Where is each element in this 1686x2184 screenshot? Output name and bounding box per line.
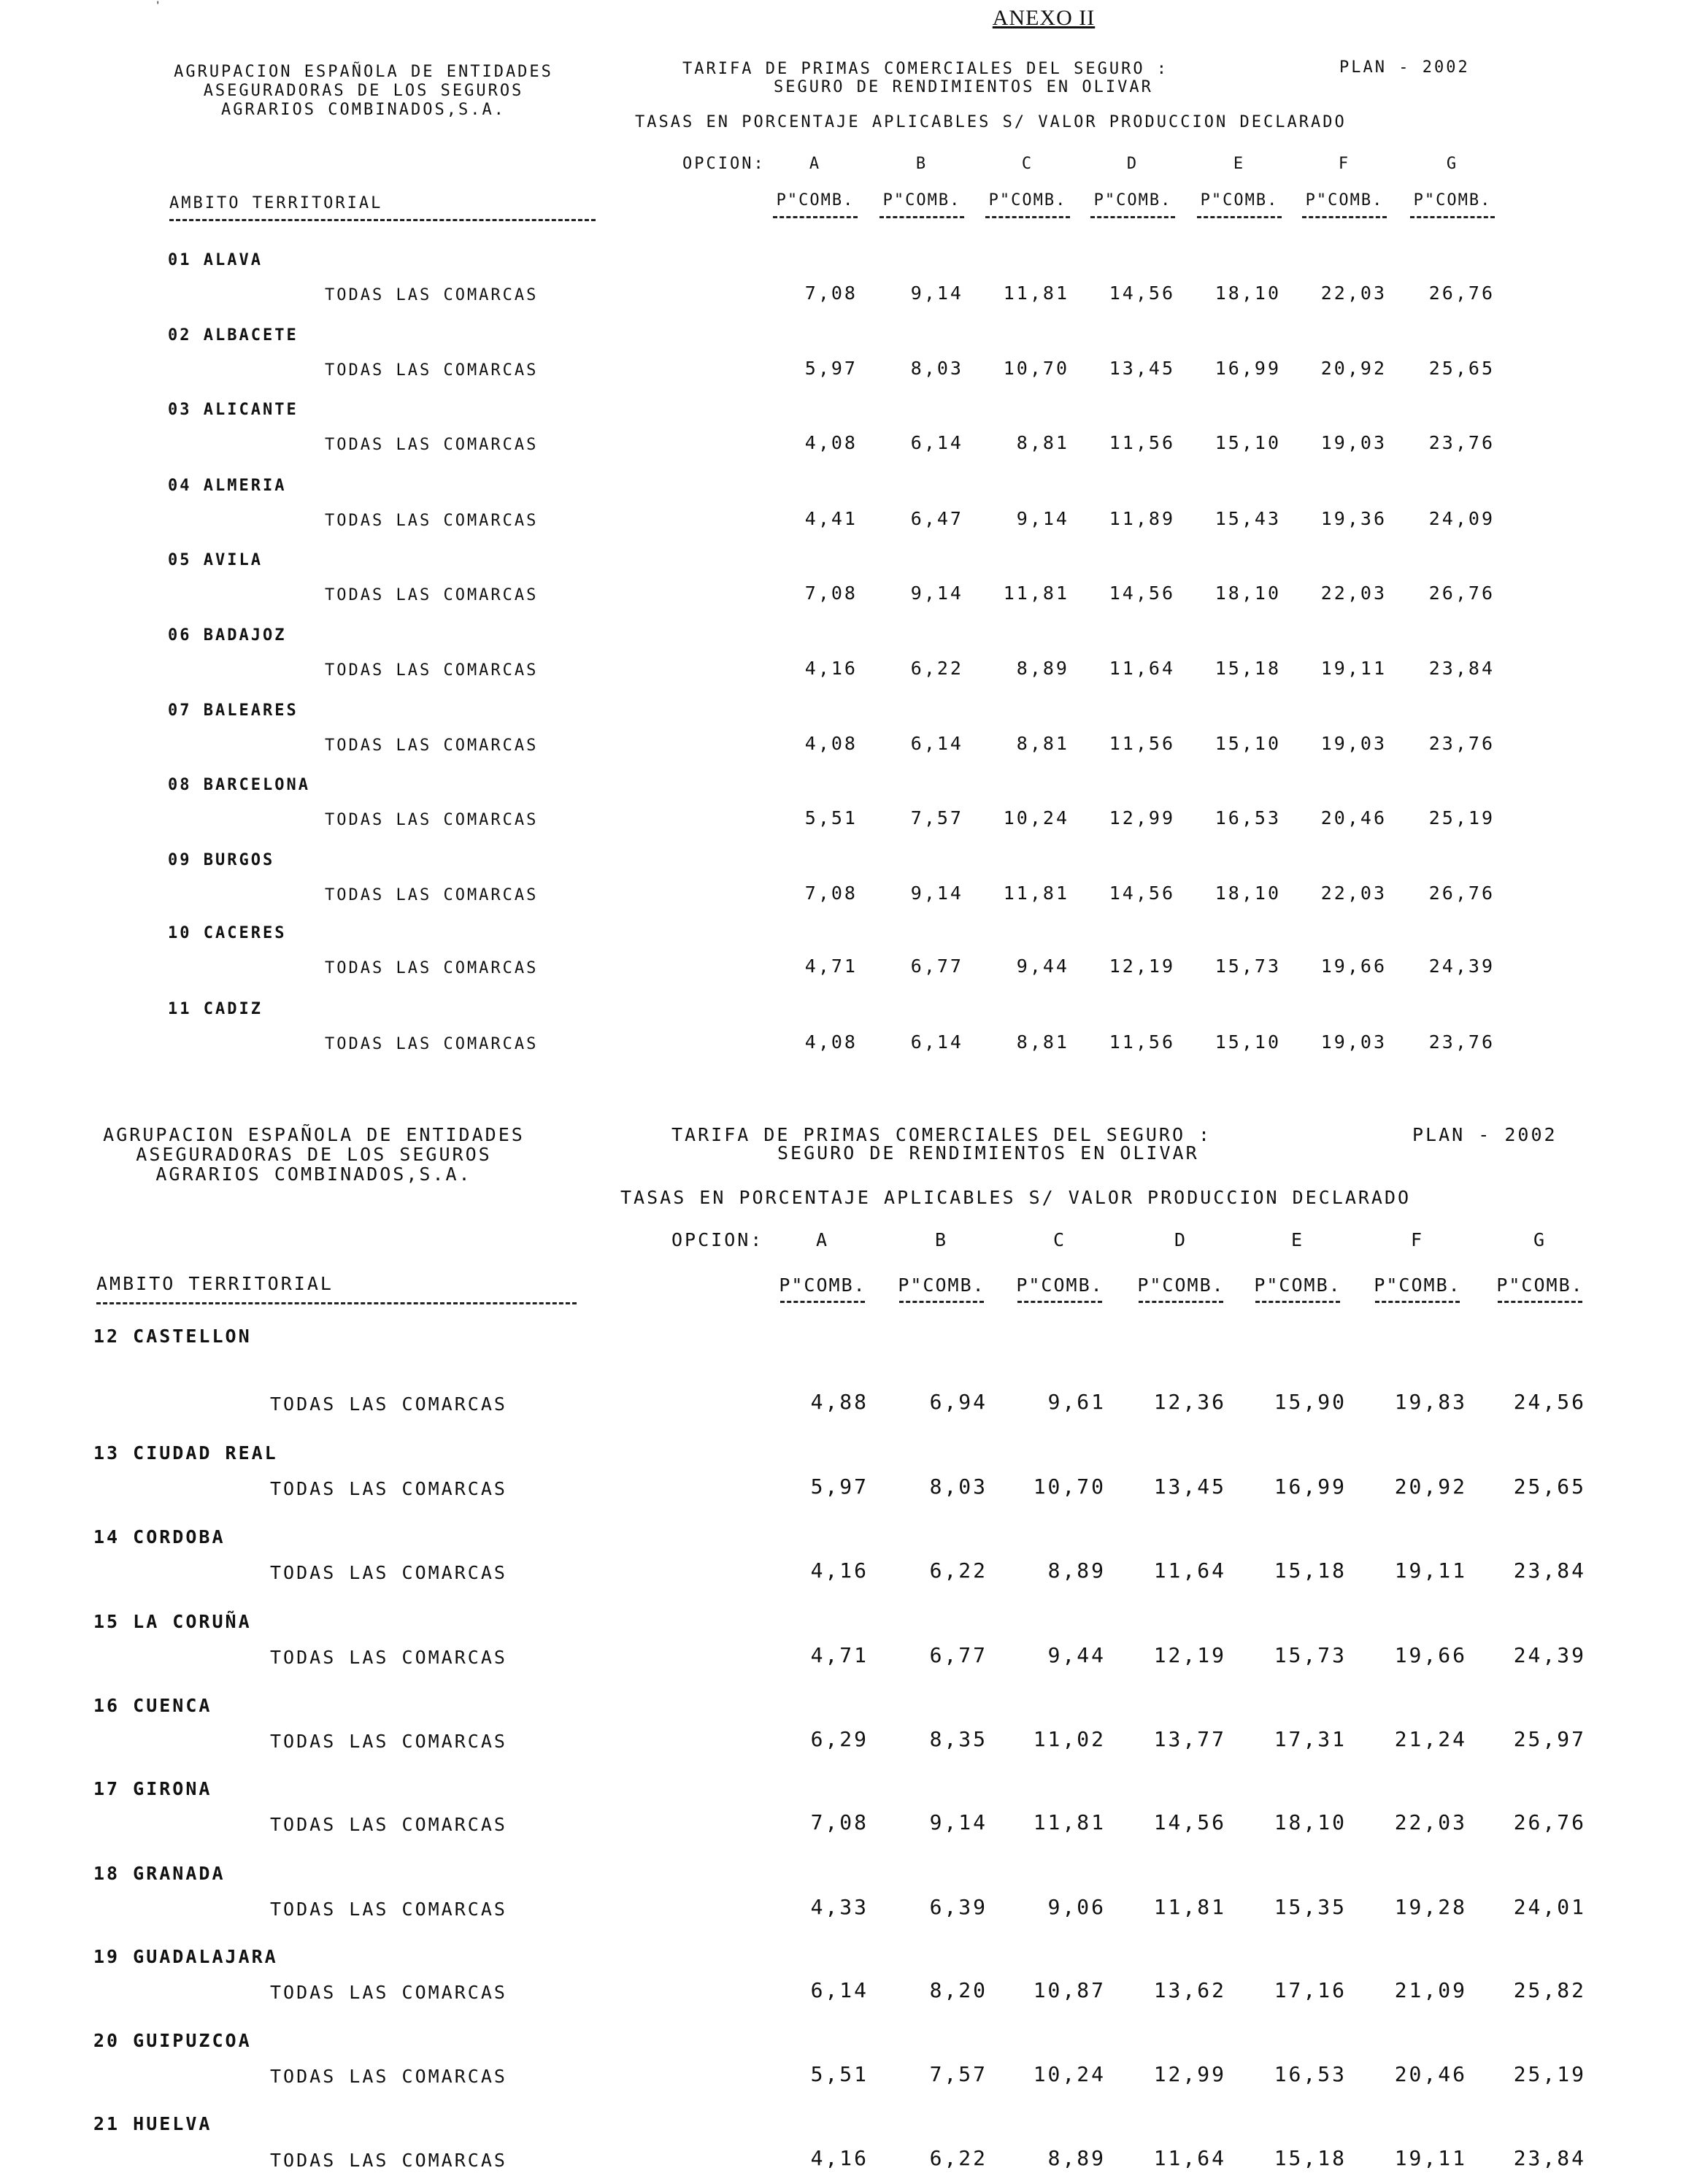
rate-value: 22,03	[1394, 1810, 1467, 1834]
rate-value: 9,61	[1047, 1390, 1106, 1414]
rate-value: 15,18	[1274, 2146, 1347, 2170]
column-header-underline	[1410, 216, 1495, 218]
option-f: F	[1410, 1229, 1425, 1250]
column-header-d: P"COMB.	[1093, 191, 1172, 209]
rate-value: 15,90	[1274, 1390, 1347, 1414]
rate-value: 9,44	[1047, 1643, 1106, 1667]
province-name: 08 BARCELONA	[168, 776, 310, 794]
rate-value: 22,03	[1320, 883, 1387, 904]
comarca-label: TODAS LAS COMARCAS	[325, 286, 539, 304]
column-header-e: P"COMB.	[1200, 191, 1279, 209]
rate-value: 6,29	[810, 1727, 869, 1751]
rate-value: 24,01	[1513, 1895, 1586, 1919]
rate-value: 11,81	[1003, 883, 1069, 904]
rate-value: 11,81	[1033, 1810, 1106, 1834]
rate-value: 12,99	[1153, 2062, 1226, 2086]
column-header-g: P"COMB.	[1413, 191, 1492, 209]
rate-value: 26,76	[1428, 883, 1495, 904]
rate-value: 24,09	[1428, 508, 1495, 529]
rate-value: 15,10	[1215, 733, 1281, 754]
rate-value: 6,22	[910, 658, 963, 679]
rate-value: 12,19	[1109, 956, 1175, 977]
rate-value: 23,76	[1428, 432, 1495, 453]
rate-value: 16,99	[1274, 1474, 1347, 1499]
org-name-line: AGRARIOS COMBINADOS,S.A.	[155, 1164, 472, 1185]
option-d: D	[1174, 1229, 1188, 1250]
comarca-label: TODAS LAS COMARCAS	[270, 1731, 507, 1752]
rate-value: 16,53	[1274, 2062, 1347, 2086]
rate-value: 23,84	[1513, 1558, 1586, 1583]
tariff-title: TARIFA DE PRIMAS COMERCIALES DEL SEGURO :	[671, 1124, 1212, 1145]
rate-value: 4,08	[804, 1031, 858, 1053]
rate-value: 22,03	[1320, 282, 1387, 304]
province-name: 06 BADAJOZ	[168, 626, 287, 645]
rate-value: 4,88	[810, 1390, 869, 1414]
rate-value: 12,99	[1109, 807, 1175, 828]
column-header-underline	[773, 216, 858, 218]
column-header-f: P"COMB.	[1374, 1274, 1461, 1296]
rate-value: 8,03	[929, 1474, 988, 1499]
rate-value: 12,19	[1153, 1643, 1226, 1667]
rate-value: 8,81	[1016, 432, 1069, 453]
rate-value: 13,62	[1153, 1978, 1226, 2002]
option-b: B	[915, 155, 928, 173]
rate-value: 11,89	[1109, 508, 1175, 529]
option-g: G	[1446, 155, 1459, 173]
comarca-label: TODAS LAS COMARCAS	[270, 1899, 507, 1920]
column-header-f: P"COMB.	[1305, 191, 1384, 209]
comarca-label: TODAS LAS COMARCAS	[270, 1647, 507, 1668]
rate-value: 10,70	[1033, 1474, 1106, 1499]
column-header-g: P"COMB.	[1496, 1274, 1584, 1296]
rate-value: 23,84	[1513, 2146, 1586, 2170]
rate-value: 16,53	[1215, 807, 1281, 828]
option-label: OPCION:	[671, 1229, 764, 1250]
rate-value: 11,64	[1153, 2146, 1226, 2170]
comarca-label: TODAS LAS COMARCAS	[325, 512, 539, 530]
rate-value: 19,11	[1320, 658, 1387, 679]
rate-value: 21,24	[1394, 1727, 1467, 1751]
org-name-line: ASEGURADORAS DE LOS SEGUROS	[203, 82, 524, 100]
option-e: E	[1233, 155, 1246, 173]
column-header-underline	[1090, 216, 1175, 218]
comarca-label: TODAS LAS COMARCAS	[325, 361, 539, 380]
rate-value: 7,08	[810, 1810, 869, 1834]
comarca-label: TODAS LAS COMARCAS	[325, 661, 539, 680]
rate-value: 9,14	[1016, 508, 1069, 529]
rate-value: 7,08	[804, 582, 858, 604]
rate-value: 4,33	[810, 1895, 869, 1919]
province-name: 10 CACERES	[168, 924, 287, 942]
province-name: 14 CORDOBA	[93, 1526, 226, 1547]
rate-value: 19,03	[1320, 733, 1387, 754]
column-header-underline	[899, 1301, 984, 1303]
rate-value: 25,65	[1428, 358, 1495, 379]
rate-value: 26,76	[1513, 1810, 1586, 1834]
rate-value: 5,51	[810, 2062, 869, 2086]
province-name: 04 ALMERIA	[168, 477, 287, 495]
rate-value: 18,10	[1215, 282, 1281, 304]
rate-value: 6,47	[910, 508, 963, 529]
rate-value: 11,56	[1109, 733, 1175, 754]
option-c: C	[1052, 1229, 1067, 1250]
rate-value: 14,56	[1109, 883, 1175, 904]
territorial-scope-label: AMBITO TERRITORIAL	[96, 1273, 334, 1294]
province-name: 05 AVILA	[168, 551, 263, 569]
column-header-underline	[1139, 1301, 1223, 1303]
column-header-c: P"COMB.	[988, 191, 1067, 209]
rate-value: 9,06	[1047, 1895, 1106, 1919]
annex-title: ANEXO II	[992, 6, 1096, 30]
rate-value: 11,64	[1153, 1558, 1226, 1583]
rate-value: 10,70	[1003, 358, 1069, 379]
option-c: C	[1021, 155, 1034, 173]
province-name: 09 BURGOS	[168, 851, 275, 869]
option-a: A	[815, 1229, 830, 1250]
insurance-title: SEGURO DE RENDIMIENTOS EN OLIVAR	[774, 78, 1153, 96]
rate-value: 14,56	[1153, 1810, 1226, 1834]
province-name: 21 HUELVA	[93, 2113, 212, 2134]
column-header-a: P"COMB.	[779, 1274, 866, 1296]
rate-value: 19,03	[1320, 432, 1387, 453]
rate-value: 18,10	[1215, 582, 1281, 604]
org-name-line: AGRUPACION ESPAÑOLA DE ENTIDADES	[174, 63, 553, 81]
rate-value: 6,77	[910, 956, 963, 977]
rate-value: 6,77	[929, 1643, 988, 1667]
province-name: 17 GIRONA	[93, 1778, 212, 1799]
plan-label: PLAN - 2002	[1412, 1124, 1558, 1145]
rate-value: 4,41	[804, 508, 858, 529]
option-g: G	[1533, 1229, 1547, 1250]
rate-value: 8,89	[1047, 2146, 1106, 2170]
rate-value: 6,14	[810, 1978, 869, 2002]
rate-value: 19,03	[1320, 1031, 1387, 1053]
rate-value: 11,56	[1109, 432, 1175, 453]
column-header-underline	[1017, 1301, 1102, 1303]
option-e: E	[1290, 1229, 1305, 1250]
province-name: 11 CADIZ	[168, 1000, 263, 1018]
column-header-underline	[1375, 1301, 1460, 1303]
rate-value: 4,71	[804, 956, 858, 977]
rate-value: 15,10	[1215, 1031, 1281, 1053]
rate-value: 10,24	[1033, 2062, 1106, 2086]
province-name: 15 LA CORUÑA	[93, 1611, 252, 1632]
comarca-label: TODAS LAS COMARCAS	[270, 1814, 507, 1835]
rate-value: 19,66	[1320, 956, 1387, 977]
column-header-b: P"COMB.	[882, 191, 961, 209]
rate-value: 22,03	[1320, 582, 1387, 604]
column-header-underline	[1302, 216, 1387, 218]
territorial-scope-underline	[169, 219, 596, 221]
comarca-label: TODAS LAS COMARCAS	[325, 737, 539, 755]
org-name-line: AGRUPACION ESPAÑOLA DE ENTIDADES	[103, 1124, 525, 1145]
rate-value: 6,22	[929, 1558, 988, 1583]
rate-value: 19,28	[1394, 1895, 1467, 1919]
rate-value: 23,76	[1428, 1031, 1495, 1053]
province-name: 01 ALAVA	[168, 251, 263, 269]
rate-value: 24,39	[1428, 956, 1495, 977]
rate-value: 4,08	[804, 733, 858, 754]
rate-value: 9,44	[1016, 956, 1069, 977]
rate-value: 8,89	[1016, 658, 1069, 679]
province-name: 07 BALEARES	[168, 701, 299, 720]
rate-value: 21,09	[1394, 1978, 1467, 2002]
province-name: 19 GUADALAJARA	[93, 1946, 278, 1967]
org-name-line: ASEGURADORAS DE LOS SEGUROS	[136, 1144, 492, 1165]
rate-value: 15,10	[1215, 432, 1281, 453]
rate-value: 9,14	[910, 582, 963, 604]
rate-value: 9,14	[929, 1810, 988, 1834]
option-a: A	[809, 155, 822, 173]
rate-value: 13,45	[1109, 358, 1175, 379]
rate-value: 19,83	[1394, 1390, 1467, 1414]
province-name: 20 GUIPUZCOA	[93, 2030, 252, 2051]
rate-value: 15,35	[1274, 1895, 1347, 1919]
rate-value: 5,51	[804, 807, 858, 828]
rate-value: 6,14	[910, 733, 963, 754]
rate-value: 14,56	[1109, 582, 1175, 604]
rate-value: 4,16	[804, 658, 858, 679]
territorial-scope-underline	[96, 1302, 577, 1304]
rate-value: 20,92	[1394, 1474, 1467, 1499]
rate-value: 15,18	[1274, 1558, 1347, 1583]
rate-value: 8,03	[910, 358, 963, 379]
column-header-underline	[780, 1301, 865, 1303]
column-header-underline	[879, 216, 964, 218]
rate-value: 20,46	[1320, 807, 1387, 828]
rate-value: 20,46	[1394, 2062, 1467, 2086]
rate-value: 13,45	[1153, 1474, 1226, 1499]
rate-value: 11,81	[1003, 282, 1069, 304]
plan-label: PLAN - 2002	[1339, 58, 1470, 77]
province-name: 16 CUENCA	[93, 1695, 212, 1716]
rate-value: 23,76	[1428, 733, 1495, 754]
rate-value: 19,11	[1394, 2146, 1467, 2170]
comarca-label: TODAS LAS COMARCAS	[325, 959, 539, 977]
rate-value: 4,08	[804, 432, 858, 453]
rate-value: 9,14	[910, 282, 963, 304]
column-header-c: P"COMB.	[1016, 1274, 1104, 1296]
comarca-label: TODAS LAS COMARCAS	[270, 1478, 507, 1499]
rate-value: 8,89	[1047, 1558, 1106, 1583]
rate-value: 4,16	[810, 2146, 869, 2170]
rate-value: 25,19	[1513, 2062, 1586, 2086]
rate-value: 6,22	[929, 2146, 988, 2170]
rate-value: 16,99	[1215, 358, 1281, 379]
tariff-title: TARIFA DE PRIMAS COMERCIALES DEL SEGURO :	[682, 60, 1169, 78]
rate-value: 24,56	[1513, 1390, 1586, 1414]
rate-value: 26,76	[1428, 282, 1495, 304]
rate-value: 6,94	[929, 1390, 988, 1414]
province-name: 13 CIUDAD REAL	[93, 1442, 278, 1464]
option-f: F	[1338, 155, 1351, 173]
rate-value: 15,18	[1215, 658, 1281, 679]
territorial-scope-label: AMBITO TERRITORIAL	[169, 194, 383, 212]
rate-value: 4,71	[810, 1643, 869, 1667]
rate-value: 11,81	[1003, 582, 1069, 604]
rate-value: 13,77	[1153, 1727, 1226, 1751]
comarca-label: TODAS LAS COMARCAS	[270, 2150, 507, 2171]
province-name: 03 ALICANTE	[168, 401, 299, 419]
rate-value: 6,14	[910, 1031, 963, 1053]
rate-value: 17,16	[1274, 1978, 1347, 2002]
option-b: B	[934, 1229, 949, 1250]
comarca-label: TODAS LAS COMARCAS	[325, 1035, 539, 1053]
rate-value: 15,73	[1215, 956, 1281, 977]
scan-mark: '	[155, 0, 161, 12]
rate-value: 25,65	[1513, 1474, 1586, 1499]
rate-value: 25,97	[1513, 1727, 1586, 1751]
column-header-b: P"COMB.	[898, 1274, 985, 1296]
rate-value: 14,56	[1109, 282, 1175, 304]
rate-value: 24,39	[1513, 1643, 1586, 1667]
comarca-label: TODAS LAS COMARCAS	[325, 586, 539, 604]
rate-value: 19,11	[1394, 1558, 1467, 1583]
org-name-line: AGRARIOS COMBINADOS,S.A.	[221, 101, 506, 119]
rate-value: 8,81	[1016, 1031, 1069, 1053]
comarca-label: TODAS LAS COMARCAS	[270, 1562, 507, 1583]
rate-value: 5,97	[804, 358, 858, 379]
comarca-label: TODAS LAS COMARCAS	[270, 1982, 507, 2003]
province-name: 02 ALBACETE	[168, 326, 299, 345]
rate-value: 8,81	[1016, 733, 1069, 754]
comarca-label: TODAS LAS COMARCAS	[270, 1393, 507, 1415]
rate-value: 9,14	[910, 883, 963, 904]
rate-value: 7,08	[804, 282, 858, 304]
rate-value: 25,82	[1513, 1978, 1586, 2002]
rate-value: 7,57	[929, 2062, 988, 2086]
rate-value: 17,31	[1274, 1727, 1347, 1751]
column-header-underline	[1197, 216, 1282, 218]
comarca-label: TODAS LAS COMARCAS	[325, 886, 539, 904]
rate-value: 10,87	[1033, 1978, 1106, 2002]
rate-value: 18,10	[1274, 1810, 1347, 1834]
rate-value: 19,66	[1394, 1643, 1467, 1667]
rate-value: 4,16	[810, 1558, 869, 1583]
column-header-d: P"COMB.	[1137, 1274, 1225, 1296]
rate-value: 11,02	[1033, 1727, 1106, 1751]
rate-value: 11,64	[1109, 658, 1175, 679]
rate-value: 6,14	[910, 432, 963, 453]
column-header-underline	[1498, 1301, 1582, 1303]
rate-value: 25,19	[1428, 807, 1495, 828]
column-header-underline	[985, 216, 1070, 218]
rates-description: TASAS EN PORCENTAJE APLICABLES S/ VALOR PRODUCCION DECLARADO	[635, 113, 1347, 131]
rate-value: 8,35	[929, 1727, 988, 1751]
rate-value: 7,57	[910, 807, 963, 828]
column-header-e: P"COMB.	[1254, 1274, 1342, 1296]
rate-value: 20,92	[1320, 358, 1387, 379]
rate-value: 6,39	[929, 1895, 988, 1919]
rate-value: 18,10	[1215, 883, 1281, 904]
option-d: D	[1126, 155, 1139, 173]
province-name: 18 GRANADA	[93, 1863, 226, 1884]
comarca-label: TODAS LAS COMARCAS	[325, 436, 539, 454]
insurance-title: SEGURO DE RENDIMIENTOS EN OLIVAR	[777, 1142, 1199, 1164]
rate-value: 15,43	[1215, 508, 1281, 529]
comarca-label: TODAS LAS COMARCAS	[270, 2066, 507, 2087]
column-header-a: P"COMB.	[776, 191, 855, 209]
rate-value: 26,76	[1428, 582, 1495, 604]
rate-value: 15,73	[1274, 1643, 1347, 1667]
rate-value: 8,20	[929, 1978, 988, 2002]
rate-value: 7,08	[804, 883, 858, 904]
rate-value: 23,84	[1428, 658, 1495, 679]
province-name: 12 CASTELLON	[93, 1326, 252, 1347]
rates-description: TASAS EN PORCENTAJE APLICABLES S/ VALOR PRODUCCION DECLARADO	[620, 1187, 1412, 1208]
rate-value: 10,24	[1003, 807, 1069, 828]
rate-value: 12,36	[1153, 1390, 1226, 1414]
rate-value: 5,97	[810, 1474, 869, 1499]
option-label: OPCION:	[682, 155, 766, 173]
rate-value: 11,56	[1109, 1031, 1175, 1053]
rate-value: 11,81	[1153, 1895, 1226, 1919]
column-header-underline	[1255, 1301, 1340, 1303]
rate-value: 19,36	[1320, 508, 1387, 529]
comarca-label: TODAS LAS COMARCAS	[325, 811, 539, 829]
